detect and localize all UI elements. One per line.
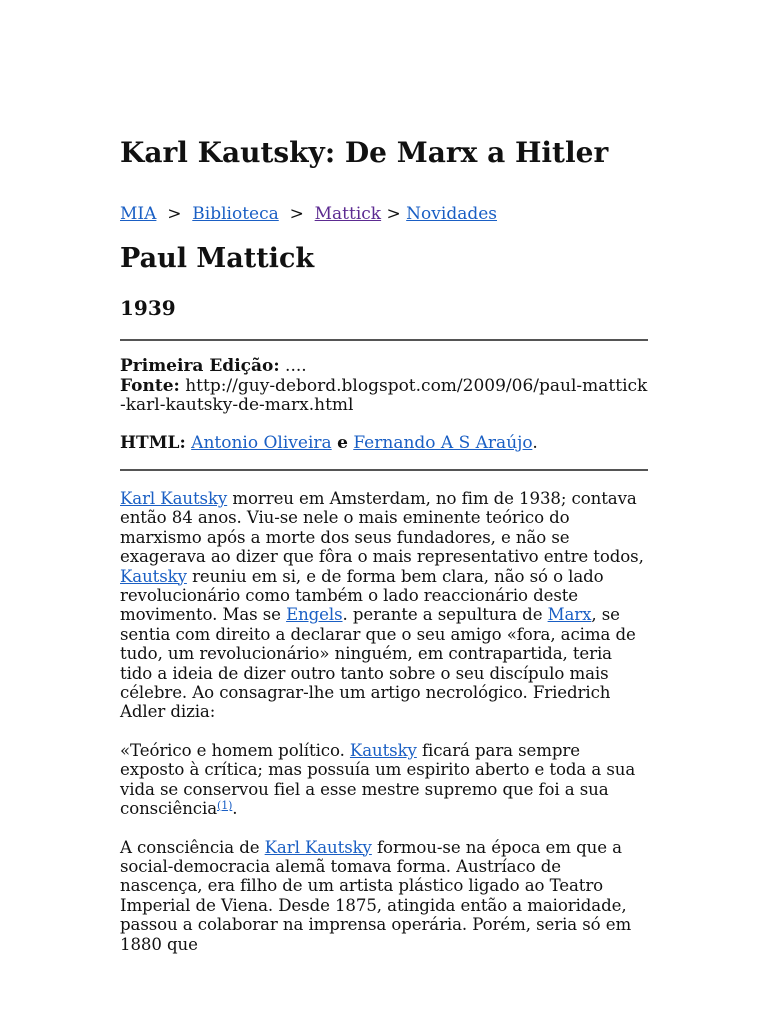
credit-conjunction: e [337,433,348,453]
paragraph-text: reuniu em si, e de forma bem clara, não só o lado revolucionário como também o lado reaccionário deste movimento. Mas se [120,566,604,625]
paragraph-text: morreu em Amsterdam, no fim de 1938; contava então 84 anos. Viu-se nele o mais eminente teórico do marxismo após a morte dos seus fundadores, e não se exagerava ao dizer que fôra o mais representativo entre todos, [120,489,644,567]
engels-link[interactable]: Engels [286,605,343,625]
author-name: Paul Mattick [120,243,315,274]
credit-antonio-oliveira-link[interactable]: Antonio Oliveira [191,433,332,453]
credit-fernando-araujo-link[interactable]: Fernando A S Araújo [353,433,533,453]
html-credit-line [120,433,538,453]
source-label: Fonte: [120,375,180,396]
breadcrumb-mattick-link[interactable]: Mattick [314,204,382,224]
breadcrumb-mia-link[interactable]: MIA [120,204,157,224]
breadcrumb-separator: > [289,204,304,224]
breadcrumb-biblioteca-link[interactable]: Biblioteca [192,204,279,224]
first-edition-line [120,357,648,377]
publication-year: 1939 [120,296,176,320]
breadcrumb-separator: > [386,204,401,224]
footnote-1-link[interactable]: (1) [217,799,233,813]
paragraph-text: . [232,799,238,819]
credit-period: . [532,433,538,453]
paragraph-text: . perante a sepultura de [342,605,548,625]
html-label: HTML: [120,433,186,453]
page-title: Karl Kautsky: De Marx a Hitler [120,136,609,169]
article-body [120,489,648,973]
source-line [120,377,648,416]
paragraph-2-quote [120,741,648,819]
paragraph-3 [120,838,648,954]
paragraph-text: , se sentia com direito a declarar que o seu amigo «fora, acima de tudo, um revolucionário» ninguém, em contrapartida, teria tido a ideia de dizer outro tanto sobre o seu discípulo mais célebre. Ao consagrar-lhe um artigo necrológico. Friedrich Adler dizia: [120,605,636,722]
paragraph-text: «Teórico e homem político. [120,740,350,760]
karl-kautsky-link[interactable]: Karl Kautsky [120,489,228,508]
bottom-divider [120,469,648,471]
breadcrumb-novidades-link[interactable]: Novidades [406,204,498,224]
marx-link[interactable]: Marx [547,605,592,625]
paragraph-text: A consciência de [120,837,265,857]
breadcrumb-separator: > [167,204,182,224]
kautsky-link[interactable]: Kautsky [349,740,417,760]
paragraph-text: ficará para sempre exposto à crítica; mas possuía um espirito aberto e toda a sua vida se conservou fiel a esse mestre supremo que foi a sua consciência [120,740,636,819]
edition-info [120,357,648,416]
paragraph-1 [120,489,648,722]
breadcrumb [120,202,497,226]
kautsky-link[interactable]: Kautsky [120,566,187,586]
first-edition-value: .... [285,356,307,376]
paragraph-text: formou-se na época em que a social-democracia alemã tomava forma. Austríaco de nascença, era filho de um artista plástico ligado ao Teatro Imperial de Viena. Desde 1875, atingida então a maioridade, passou a colaborar na imprensa operária. Porém, seria só em 1880 que [120,837,632,954]
karl-kautsky-link[interactable]: Karl Kautsky [264,837,372,857]
top-divider [120,339,648,341]
source-url: http://guy-debord.blogspot.com/2009/06/paul-mattick-karl-kautsky-de-marx.html [120,375,648,415]
first-edition-label: Primeira Edição: [120,356,280,376]
